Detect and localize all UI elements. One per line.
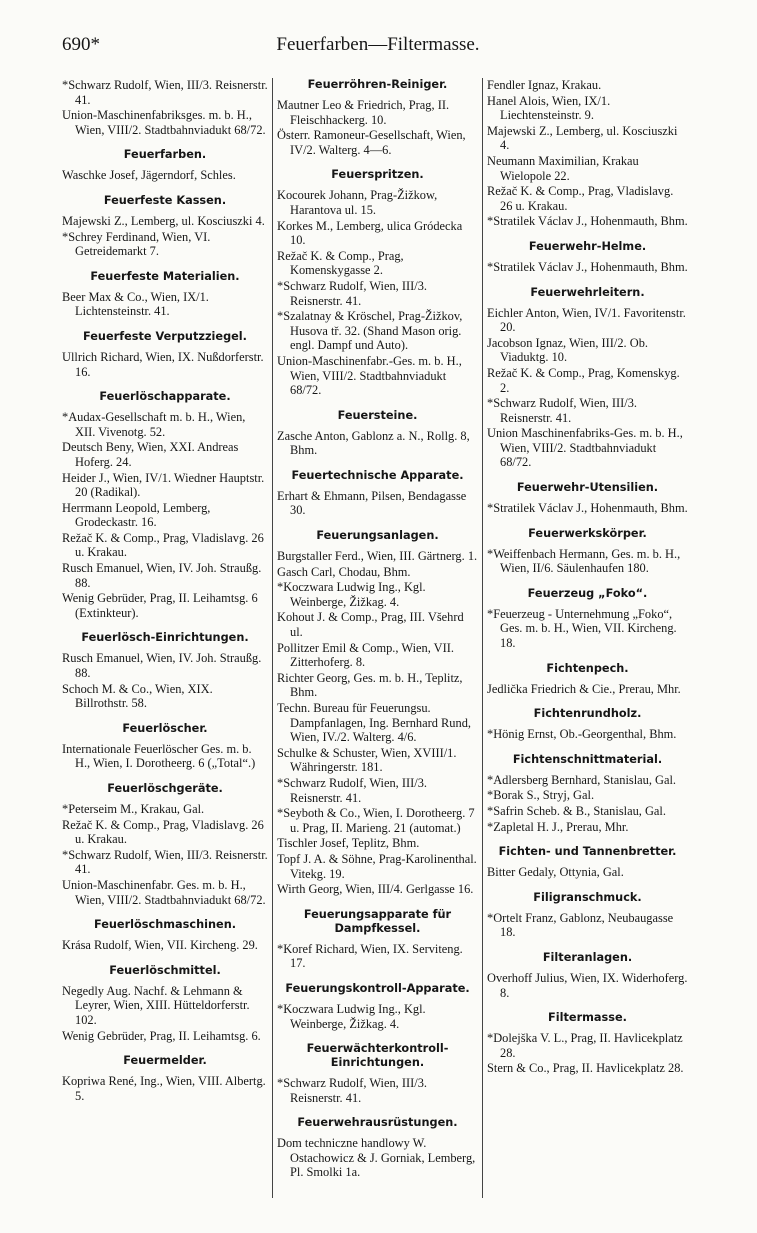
- directory-entry: Režač K. & Comp., Prag, Komenskygasse 2.: [277, 248, 404, 278]
- directory-columns: [62, 78, 694, 1198]
- directory-entry: Bitter Gedaly, Ottynia, Gal.: [487, 865, 624, 880]
- category-heading: Feuerspritzen.: [331, 168, 424, 182]
- category-heading: Feuerungsapparate für Dampfkessel.: [303, 907, 452, 935]
- directory-entry: *Schwarz Rudolf, Wien, III/3. Reisnerstr. 41.: [62, 847, 268, 877]
- directory-entry: *Peterseim M., Krakau, Gal.: [62, 802, 205, 816]
- directory-entry: *Koczwara Ludwig Ing., Kgl. Weinberge, Žižkag. 4.: [277, 1001, 426, 1031]
- category-heading: Fichtenpech.: [546, 661, 629, 675]
- directory-entry: *Zapletal H. J., Prerau, Mhr.: [487, 819, 629, 834]
- directory-entry: Waschke Josef, Jägerndorf, Schles.: [62, 168, 236, 183]
- directory-entry: Internationale Feuerlöscher Ges. m. b. H., Wien, I. Dorotheerg. 6 („Total“.): [62, 741, 256, 771]
- category-heading: Feuerlöschgeräte.: [107, 782, 223, 795]
- category-heading: Feuerwehrausrüstungen.: [297, 1116, 458, 1130]
- directory-entry: Rusch Emanuel, Wien, IV. Joh. Straußg. 88.: [62, 651, 262, 681]
- running-title: Feuerfarben—Filtermasse.: [276, 34, 480, 55]
- directory-entry: *Seyboth & Co., Wien, I. Dorotheerg. 7 u. Prag, II. Marieng. 21 (automat.): [277, 806, 475, 835]
- category-heading: Feuerwehrleitern.: [530, 285, 645, 299]
- category-heading: Feuerröhren-Reiniger.: [307, 78, 448, 91]
- directory-entry: Wenig Gebrüder, Prag, II. Leihamtsg. 6.: [62, 1028, 261, 1043]
- category-heading: Feuerzeug „Foko“.: [527, 586, 648, 600]
- directory-entry: Pollitzer Emil & Comp., Wien, VII. Zitterhoferg. 8.: [277, 640, 454, 670]
- directory-entry: Union-Maschinenfabriksges. m. b. H., Wien, VIII/2. Stadtbahnviadukt 68/72.: [62, 108, 266, 137]
- directory-entry: *Feuerzeug - Unternehmung „Foko“, Ges. m. b. H., Wien, VII. Kircheng. 18.: [487, 606, 677, 651]
- category-heading: Fichten- und Tannenbretter.: [498, 845, 677, 859]
- directory-entry: *Dolejška V. L., Prag, II. Havlicekplatz 28.: [487, 1031, 683, 1060]
- directory-entry: Režač K. & Comp., Prag, Vladislavg. 26 u. Krakau.: [62, 817, 264, 847]
- directory-entry: Tischler Josef, Teplitz, Bhm.: [277, 836, 420, 851]
- directory-entry: Overhoff Julius, Wien, IX. Widerhoferg. 8.: [487, 970, 688, 1000]
- directory-entry: Union-Maschinenfabr. Ges. m. b. H., Wien, VIII/2. Stadtbahnviadukt 68/72.: [62, 877, 266, 907]
- directory-entry: *Stratilek Václav J., Hohenmauth, Bhm.: [487, 214, 688, 229]
- category-heading: Filigranschmuck.: [533, 890, 642, 904]
- category-heading: Fichtenrundholz.: [533, 707, 642, 721]
- directory-entry: Neumann Maximilian, Krakau Wielopole 22.: [487, 153, 639, 183]
- directory-entry: *Koref Richard, Wien, IX. Serviteng. 17.: [277, 941, 463, 971]
- directory-entry: Beer Max & Co., Wien, IX/1. Lichtensteinstr. 41.: [62, 289, 209, 319]
- directory-entry: Erhart & Ehmann, Pilsen, Bendagasse 30.: [277, 488, 467, 518]
- category-heading: Feuerlösch-Einrichtungen.: [81, 631, 249, 645]
- directory-entry: *Schwarz Rudolf, Wien, III/3. Reisnerstr. 41.: [62, 78, 268, 107]
- directory-entry: Techn. Bureau für Feuerungsu. Dampfanlagen, Ing. Bernhard Rund, Wien, IV./2. Walterg. 4/6.: [277, 701, 471, 745]
- category-heading: Feuersteine.: [337, 408, 418, 422]
- directory-entry: Heider J., Wien, IV/1. Wiedner Hauptstr. 20 (Radikal).: [62, 470, 265, 500]
- directory-entry: Richter Georg, Ges. m. b. H., Teplitz, Bhm.: [277, 670, 463, 700]
- column-3: [482, 78, 692, 1198]
- category-heading: Feuerlöschmittel.: [109, 963, 221, 977]
- category-heading: Feuerwerkskörper.: [528, 526, 647, 540]
- directory-entry: *Ortelt Franz, Gablonz, Neubaugasse 18.: [487, 910, 674, 940]
- directory-entry: Majewski Z., Lemberg, ul. Kosciuszki 4.: [62, 213, 265, 228]
- column-2: [272, 78, 482, 1198]
- directory-entry: *Weiffenbach Hermann, Ges. m. b. H., Wien, II/6. Säulenhaufen 180.: [487, 546, 681, 576]
- directory-entry: *Stratilek Václav J., Hohenmauth, Bhm.: [487, 259, 688, 274]
- directory-entry: Mautner Leo & Friedrich, Prag, II. Fleischhackerg. 10.: [277, 98, 450, 127]
- directory-entry: Stern & Co., Prag, II. Havlicekplatz 28.: [487, 1061, 684, 1076]
- directory-entry: Schoch M. & Co., Wien, XIX. Billrothstr. 58.: [62, 681, 213, 711]
- category-heading: Feuerlöschmaschinen.: [93, 918, 237, 932]
- directory-entry: Kopriwa René, Ing., Wien, VIII. Albertg. 5.: [62, 1074, 266, 1103]
- directory-entry: Österr. Ramoneur-Gesellschaft, Wien, IV/2. Walterg. 4—6.: [277, 128, 466, 157]
- directory-entry: *Safrin Scheb. & B., Stanislau, Gal.: [487, 804, 666, 818]
- directory-entry: Fendler Ignaz, Krakau.: [487, 78, 602, 92]
- directory-entry: Kohout J. & Comp., Prag, III. Všehrd ul.: [277, 610, 464, 640]
- directory-entry: Schulke & Schuster, Wien, XVIII/1. Währingerstr. 181.: [277, 745, 457, 775]
- directory-entry: Wenig Gebrüder, Prag, II. Leihamtsg. 6 (Extinkteur).: [62, 591, 258, 620]
- directory-entry: Zasche Anton, Gablonz a. N., Rollg. 8, Bhm.: [277, 428, 470, 458]
- directory-entry: Topf J. A. & Söhne, Prag-Karolinenthal. Vitekg. 19.: [277, 851, 477, 881]
- directory-entry: Gasch Carl, Chodau, Bhm.: [277, 564, 411, 579]
- category-heading: Feuerlöschapparate.: [99, 390, 231, 404]
- directory-entry: Ullrich Richard, Wien, IX. Nußdorferstr. 16.: [62, 349, 264, 379]
- category-heading: Feuerlöscher.: [122, 721, 208, 735]
- directory-entry: *Hönig Ernst, Ob.-Georgenthal, Bhm.: [487, 727, 677, 742]
- category-heading: Feuermelder.: [123, 1054, 207, 1068]
- directory-entry: Union-Maschinenfabr.-Ges. m. b. H., Wien, VIII/2. Stadtbahnviadukt 68/72.: [277, 353, 462, 398]
- directory-entry: Negedly Aug. Nachf. & Lehmann & Leyrer, Wien, XIII. Hütteldorferstr. 102.: [62, 983, 250, 1027]
- directory-entry: *Schwarz Rudolf, Wien, III/3. Reisnerstr. 41.: [487, 396, 637, 425]
- page-number: 690*: [62, 34, 100, 55]
- directory-entry: Deutsch Beny, Wien, XXI. Andreas Hoferg. 24.: [62, 440, 239, 469]
- directory-entry: *Schrey Ferdinand, Wien, VI. Getreidemarkt 7.: [62, 229, 211, 259]
- directory-entry: Eichler Anton, Wien, IV/1. Favoritenstr. 20.: [487, 305, 686, 335]
- category-heading: Feuerungsanlagen.: [316, 529, 439, 543]
- category-heading: Feuerungskontroll-Apparate.: [285, 981, 470, 995]
- directory-entry: *Borak S., Stryj, Gal.: [487, 788, 595, 803]
- directory-entry: Režač K. & Comp., Prag, Vladislavg. 26 u. Krakau.: [487, 184, 674, 213]
- directory-entry: Hanel Alois, Wien, IX/1. Liechtensteinstr. 9.: [487, 93, 611, 123]
- directory-entry: Korkes M., Lemberg, ulica Gródecka 10.: [277, 218, 463, 248]
- directory-entry: *Stratilek Václav J., Hohenmauth, Bhm.: [487, 501, 688, 516]
- category-heading: Feuerfeste Materialien.: [90, 269, 240, 283]
- column-1: [62, 78, 272, 1198]
- category-heading: Filteranlagen.: [542, 950, 633, 964]
- category-heading: Feuerfeste Verputzziegel.: [83, 329, 247, 343]
- category-heading: Feuerwehr-Utensilien.: [516, 481, 659, 495]
- page-header: [62, 32, 694, 62]
- directory-entry: *Schwarz Rudolf, Wien, III/3. Reisnerstr. 41.: [277, 775, 427, 805]
- category-heading: Feuerfarben.: [123, 148, 207, 162]
- directory-entry: Majewski Z., Lemberg, ul. Kosciuszki 4.: [487, 123, 678, 153]
- category-heading: Feuerwächterkontroll-Einrichtungen.: [306, 1042, 449, 1070]
- directory-entry: Union Maschinenfabriks-Ges. m. b. H., Wien, VIII/2. Stadtbahnviadukt 68/72.: [487, 426, 683, 470]
- directory-entry: *Schwarz Rudolf, Wien, III/3. Reisnerstr. 41.: [277, 278, 427, 308]
- directory-entry: Režač K. & Comp., Prag, Komenskyg. 2.: [487, 365, 680, 395]
- directory-entry: Dom techniczne handlowy W. Ostachowicz & J. Gorniak, Lemberg, Pl. Smolki 1a.: [277, 1136, 476, 1180]
- directory-entry: *Audax-Gesellschaft m. b. H., Wien, XII. Vivenotg. 52.: [62, 410, 246, 439]
- directory-entry: Kocourek Johann, Prag-Žižkow, Harantova ul. 15.: [277, 188, 438, 217]
- category-heading: Feuerwehr-Helme.: [528, 239, 647, 253]
- directory-entry: Rusch Emanuel, Wien, IV. Joh. Straußg. 88.: [62, 561, 262, 590]
- category-heading: Filtermasse.: [548, 1011, 627, 1025]
- directory-entry: *Szalatnay & Kröschel, Prag-Žižkov, Husova tř. 32. (Shand Mason orig. engl. Dampf und Auto).: [277, 309, 463, 353]
- directory-entry: Jedlička Friedrich & Cie., Prerau, Mhr.: [487, 681, 681, 696]
- category-heading: Feuertechnische Apparate.: [291, 468, 464, 482]
- directory-entry: Režač K. & Comp., Prag, Vladislavg. 26 u. Krakau.: [62, 530, 264, 560]
- directory-entry: Burgstaller Ferd., Wien, III. Gärtnerg. 1.: [277, 549, 478, 564]
- directory-entry: Wirth Georg, Wien, III/4. Gerlgasse 16.: [277, 882, 474, 897]
- directory-entry: Herrmann Leopold, Lemberg, Grodeckastr. 16.: [62, 500, 211, 530]
- directory-entry: *Schwarz Rudolf, Wien, III/3. Reisnerstr. 41.: [277, 1076, 427, 1105]
- category-heading: Fichtenschnittmaterial.: [512, 752, 663, 766]
- directory-entry: *Adlersberg Bernhard, Stanislau, Gal.: [487, 772, 677, 787]
- directory-entry: Krása Rudolf, Wien, VII. Kircheng. 29.: [62, 938, 258, 953]
- category-heading: Feuerfeste Kassen.: [103, 193, 227, 207]
- directory-entry: *Koczwara Ludwig Ing., Kgl. Weinberge, Žižkag. 4.: [277, 580, 426, 609]
- directory-entry: Jacobson Ignaz, Wien, III/2. Ob. Viaduktg. 10.: [487, 335, 648, 365]
